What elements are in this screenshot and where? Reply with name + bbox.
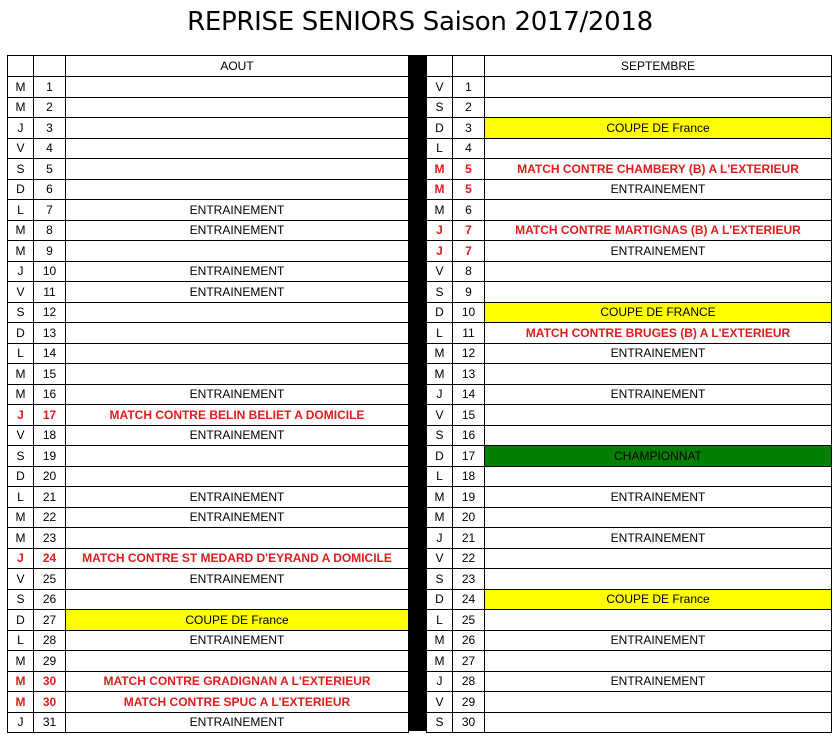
day-number-cell: 5 (453, 159, 485, 180)
event-cell: ENTRAINEMENT (66, 282, 409, 303)
table-row (8, 179, 409, 200)
day-number-cell: 30 (34, 671, 66, 692)
table-row (427, 528, 832, 549)
event-cell (66, 466, 409, 487)
event-cell (66, 364, 409, 385)
day-of-week-cell: S (427, 569, 453, 590)
day-number-cell: 10 (453, 302, 485, 323)
table-row (8, 528, 409, 549)
day-of-week-cell: M (427, 364, 453, 385)
table-row (427, 118, 832, 139)
event-cell (485, 610, 832, 631)
event-cell (485, 466, 832, 487)
day-of-week-cell: M (427, 630, 453, 651)
day-of-week-cell: L (8, 630, 34, 651)
day-number-cell: 23 (34, 528, 66, 549)
table-row (427, 97, 832, 118)
table-row (427, 712, 832, 733)
table-row (427, 671, 832, 692)
day-of-week-cell: M (8, 241, 34, 262)
event-cell: ENTRAINEMENT (485, 179, 832, 200)
day-of-week-cell: J (427, 241, 453, 262)
table-row (8, 159, 409, 180)
event-cell (485, 569, 832, 590)
table-row (8, 343, 409, 364)
day-number-cell: 13 (34, 323, 66, 344)
table-row (8, 261, 409, 282)
event-cell (66, 589, 409, 610)
event-cell: ENTRAINEMENT (66, 425, 409, 446)
event-cell (66, 179, 409, 200)
day-number-cell: 9 (34, 241, 66, 262)
event-cell (485, 364, 832, 385)
day-number-cell: 25 (34, 569, 66, 590)
table-row (8, 282, 409, 303)
day-of-week-cell: M (8, 364, 34, 385)
day-number-cell: 30 (453, 712, 485, 733)
event-cell: COUPE DE France (66, 610, 409, 631)
day-of-week-cell: S (8, 589, 34, 610)
day-number-cell: 17 (34, 405, 66, 426)
day-of-week-cell: D (8, 466, 34, 487)
day-of-week-cell: L (8, 487, 34, 508)
table-row (427, 364, 832, 385)
day-number-cell: 15 (453, 405, 485, 426)
day-of-week-cell: D (427, 446, 453, 467)
day-number-cell: 26 (34, 589, 66, 610)
table-row (427, 610, 832, 631)
day-of-week-cell: M (427, 651, 453, 672)
event-cell: ENTRAINEMENT (66, 487, 409, 508)
day-of-week-cell: M (427, 200, 453, 221)
table-row (427, 200, 832, 221)
day-of-week-cell: J (427, 220, 453, 241)
day-number-cell: 8 (34, 220, 66, 241)
table-row (427, 323, 832, 344)
column-divider (409, 55, 426, 731)
day-of-week-cell: D (8, 179, 34, 200)
table-row (8, 466, 409, 487)
calendar-body-septembre (427, 56, 832, 733)
day-of-week-cell: V (427, 548, 453, 569)
event-cell: ENTRAINEMENT (66, 507, 409, 528)
table-row (427, 220, 832, 241)
day-of-week-cell: S (427, 712, 453, 733)
event-cell (485, 261, 832, 282)
table-row (427, 282, 832, 303)
table-row (427, 425, 832, 446)
day-number-cell: 16 (34, 384, 66, 405)
event-cell: CHAMPIONNAT (485, 446, 832, 467)
day-of-week-cell: D (427, 302, 453, 323)
day-number-cell: 21 (34, 487, 66, 508)
day-of-week-cell: M (8, 651, 34, 672)
event-cell: ENTRAINEMENT (485, 671, 832, 692)
day-number-cell: 7 (34, 200, 66, 221)
day-of-week-cell: S (8, 446, 34, 467)
header-cell (8, 56, 34, 77)
day-number-cell: 7 (453, 241, 485, 262)
day-of-week-cell: V (8, 138, 34, 159)
event-cell: MATCH CONTRE SPUC A L'EXTERIEUR (66, 692, 409, 713)
event-cell: ENTRAINEMENT (66, 630, 409, 651)
event-cell: ENTRAINEMENT (66, 712, 409, 733)
day-of-week-cell: L (8, 200, 34, 221)
event-cell: MATCH CONTRE MARTIGNAS (B) A L'EXTERIEUR (485, 220, 832, 241)
table-row (8, 610, 409, 631)
day-number-cell: 2 (34, 97, 66, 118)
day-of-week-cell: V (427, 692, 453, 713)
day-number-cell: 27 (34, 610, 66, 631)
event-cell: COUPE DE France (485, 118, 832, 139)
day-number-cell: 28 (453, 671, 485, 692)
table-row (8, 384, 409, 405)
table-row (427, 159, 832, 180)
day-of-week-cell: M (427, 343, 453, 364)
day-of-week-cell: L (427, 323, 453, 344)
table-row (8, 364, 409, 385)
day-of-week-cell: V (8, 569, 34, 590)
event-cell (485, 507, 832, 528)
table-row (8, 651, 409, 672)
day-of-week-cell: M (8, 77, 34, 98)
event-cell (485, 77, 832, 98)
page-title: REPRISE SENIORS Saison 2017/2018 (187, 7, 653, 37)
day-number-cell: 1 (34, 77, 66, 98)
event-cell (66, 651, 409, 672)
event-cell: ENTRAINEMENT (485, 384, 832, 405)
day-number-cell: 4 (453, 138, 485, 159)
table-row (8, 200, 409, 221)
day-of-week-cell: J (427, 671, 453, 692)
table-row (427, 384, 832, 405)
table-row (427, 446, 832, 467)
event-cell (66, 446, 409, 467)
event-cell (66, 118, 409, 139)
day-number-cell: 13 (453, 364, 485, 385)
table-row (427, 589, 832, 610)
day-number-cell: 14 (453, 384, 485, 405)
event-cell (66, 323, 409, 344)
day-of-week-cell: V (8, 282, 34, 303)
day-number-cell: 5 (453, 179, 485, 200)
table-row (8, 302, 409, 323)
table-row (8, 569, 409, 590)
event-cell (66, 97, 409, 118)
day-number-cell: 20 (453, 507, 485, 528)
day-of-week-cell: M (427, 507, 453, 528)
day-number-cell: 30 (34, 692, 66, 713)
header-cell (34, 56, 66, 77)
table-row (427, 692, 832, 713)
table-row (8, 671, 409, 692)
table-row (8, 712, 409, 733)
day-number-cell: 25 (453, 610, 485, 631)
day-of-week-cell: J (8, 261, 34, 282)
table-row (427, 569, 832, 590)
day-number-cell: 12 (34, 302, 66, 323)
event-cell: ENTRAINEMENT (66, 261, 409, 282)
event-cell (485, 405, 832, 426)
event-cell: COUPE DE France (485, 589, 832, 610)
event-cell: ENTRAINEMENT (485, 528, 832, 549)
event-cell: ENTRAINEMENT (485, 343, 832, 364)
event-cell (485, 548, 832, 569)
event-cell: MATCH CONTRE GRADIGNAN A L'EXTERIEUR (66, 671, 409, 692)
day-of-week-cell: M (8, 384, 34, 405)
table-row (427, 179, 832, 200)
day-number-cell: 15 (34, 364, 66, 385)
day-of-week-cell: J (8, 118, 34, 139)
day-of-week-cell: J (8, 548, 34, 569)
day-number-cell: 9 (453, 282, 485, 303)
day-of-week-cell: L (8, 343, 34, 364)
day-of-week-cell: M (8, 507, 34, 528)
day-of-week-cell: S (8, 302, 34, 323)
table-row (427, 466, 832, 487)
day-of-week-cell: M (8, 528, 34, 549)
calendar-table-septembre (426, 55, 832, 733)
table-row (8, 77, 409, 98)
day-number-cell: 6 (34, 179, 66, 200)
event-cell: ENTRAINEMENT (485, 630, 832, 651)
event-cell (485, 712, 832, 733)
event-cell: ENTRAINEMENT (66, 200, 409, 221)
event-cell (66, 77, 409, 98)
event-cell (485, 138, 832, 159)
event-cell: ENTRAINEMENT (485, 487, 832, 508)
table-row (8, 548, 409, 569)
event-cell: ENTRAINEMENT (66, 220, 409, 241)
event-cell: ENTRAINEMENT (485, 241, 832, 262)
day-number-cell: 17 (453, 446, 485, 467)
day-number-cell: 11 (34, 282, 66, 303)
day-number-cell: 22 (34, 507, 66, 528)
table-row (8, 405, 409, 426)
day-of-week-cell: M (8, 692, 34, 713)
header-cell (427, 56, 453, 77)
day-number-cell: 24 (34, 548, 66, 569)
table-row (427, 548, 832, 569)
day-of-week-cell: J (427, 528, 453, 549)
event-cell (66, 241, 409, 262)
day-number-cell: 20 (34, 466, 66, 487)
day-of-week-cell: S (427, 97, 453, 118)
day-of-week-cell: J (427, 384, 453, 405)
day-of-week-cell: V (8, 425, 34, 446)
table-row (8, 138, 409, 159)
event-cell (485, 200, 832, 221)
day-of-week-cell: M (8, 671, 34, 692)
table-row (8, 97, 409, 118)
event-cell: ENTRAINEMENT (66, 384, 409, 405)
table-row (8, 692, 409, 713)
table-header-row (8, 56, 409, 77)
day-number-cell: 21 (453, 528, 485, 549)
calendar-table-aout (7, 55, 409, 733)
day-of-week-cell: L (427, 610, 453, 631)
table-row (8, 118, 409, 139)
event-cell: MATCH CONTRE BRUGES (B) A L'EXTERIEUR (485, 323, 832, 344)
table-row (8, 446, 409, 467)
day-number-cell: 19 (453, 487, 485, 508)
day-of-week-cell: S (8, 159, 34, 180)
event-cell (485, 97, 832, 118)
event-cell (66, 528, 409, 549)
day-of-week-cell: L (427, 466, 453, 487)
day-of-week-cell: M (8, 220, 34, 241)
event-cell: MATCH CONTRE BELIN BELIET A DOMICILE (66, 405, 409, 426)
table-row (427, 507, 832, 528)
event-cell (485, 651, 832, 672)
table-row (427, 651, 832, 672)
table-row (8, 220, 409, 241)
day-number-cell: 8 (453, 261, 485, 282)
event-cell (66, 302, 409, 323)
event-cell: MATCH CONTRE CHAMBERY (B) A L'EXTERIEUR (485, 159, 832, 180)
day-of-week-cell: D (8, 610, 34, 631)
day-number-cell: 19 (34, 446, 66, 467)
day-number-cell: 24 (453, 589, 485, 610)
day-number-cell: 29 (34, 651, 66, 672)
day-number-cell: 6 (453, 200, 485, 221)
day-number-cell: 11 (453, 323, 485, 344)
day-number-cell: 3 (453, 118, 485, 139)
day-number-cell: 29 (453, 692, 485, 713)
day-of-week-cell: M (8, 97, 34, 118)
day-number-cell: 3 (34, 118, 66, 139)
day-number-cell: 28 (34, 630, 66, 651)
day-number-cell: 2 (453, 97, 485, 118)
table-row (427, 487, 832, 508)
day-number-cell: 14 (34, 343, 66, 364)
month-header-aout: AOUT (66, 56, 409, 77)
day-number-cell: 18 (34, 425, 66, 446)
day-of-week-cell: V (427, 261, 453, 282)
day-of-week-cell: S (427, 425, 453, 446)
table-row (8, 487, 409, 508)
table-row (8, 507, 409, 528)
table-row (427, 138, 832, 159)
day-of-week-cell: J (8, 405, 34, 426)
day-number-cell: 4 (34, 138, 66, 159)
event-cell (485, 282, 832, 303)
day-of-week-cell: V (427, 77, 453, 98)
day-number-cell: 10 (34, 261, 66, 282)
event-cell: ENTRAINEMENT (66, 569, 409, 590)
day-number-cell: 12 (453, 343, 485, 364)
day-number-cell: 16 (453, 425, 485, 446)
event-cell (485, 425, 832, 446)
event-cell (485, 692, 832, 713)
day-of-week-cell: D (427, 589, 453, 610)
day-of-week-cell: L (427, 138, 453, 159)
event-cell (66, 159, 409, 180)
table-row (427, 405, 832, 426)
event-cell: MATCH CONTRE ST MEDARD D'EYRAND A DOMICILE (66, 548, 409, 569)
day-of-week-cell: D (427, 118, 453, 139)
day-of-week-cell: D (8, 323, 34, 344)
day-number-cell: 27 (453, 651, 485, 672)
table-row (427, 241, 832, 262)
table-row (8, 630, 409, 651)
table-row (8, 241, 409, 262)
table-row (427, 302, 832, 323)
day-of-week-cell: M (427, 487, 453, 508)
table-row (427, 77, 832, 98)
month-header-septembre: SEPTEMBRE (485, 56, 832, 77)
event-cell (66, 138, 409, 159)
calendar-body-aout (8, 56, 409, 733)
table-row (427, 261, 832, 282)
day-of-week-cell: J (8, 712, 34, 733)
event-cell: COUPE DE FRANCE (485, 302, 832, 323)
table-row (427, 630, 832, 651)
day-of-week-cell: M (427, 159, 453, 180)
day-number-cell: 5 (34, 159, 66, 180)
table-row (427, 343, 832, 364)
table-row (8, 323, 409, 344)
day-number-cell: 31 (34, 712, 66, 733)
day-number-cell: 18 (453, 466, 485, 487)
day-number-cell: 22 (453, 548, 485, 569)
table-header-row (427, 56, 832, 77)
day-of-week-cell: S (427, 282, 453, 303)
table-row (8, 589, 409, 610)
header-cell (453, 56, 485, 77)
day-number-cell: 23 (453, 569, 485, 590)
day-of-week-cell: V (427, 405, 453, 426)
day-of-week-cell: M (427, 179, 453, 200)
day-number-cell: 7 (453, 220, 485, 241)
day-number-cell: 26 (453, 630, 485, 651)
event-cell (66, 343, 409, 364)
day-number-cell: 1 (453, 77, 485, 98)
table-row (8, 425, 409, 446)
